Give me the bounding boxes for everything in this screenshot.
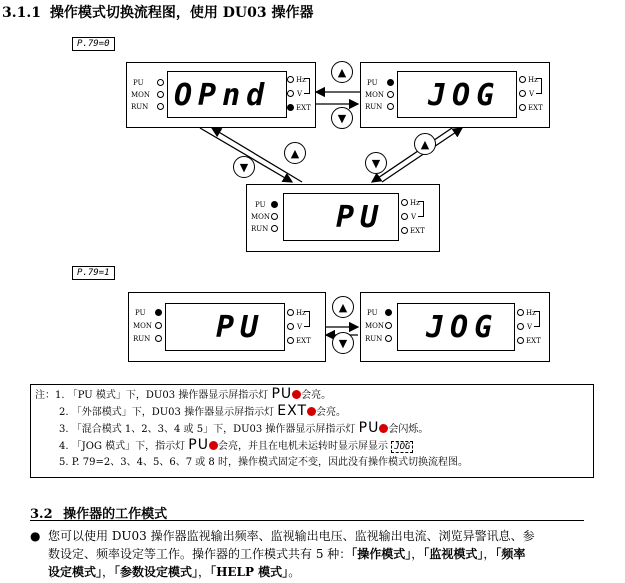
red-led-icon: [379, 424, 388, 433]
mode-term: 「参数设定模式」: [114, 565, 199, 579]
note-text: 会亮。: [316, 407, 347, 418]
run-led-label: RUN: [365, 103, 383, 111]
para-text: 数设定、频率设定等工作。操作器的工作模式共有 5 种：: [48, 547, 352, 561]
note-2: [59, 404, 346, 420]
para-text: ，: [198, 565, 211, 579]
red-led-icon: [292, 390, 301, 399]
run-led-label: RUN: [365, 335, 383, 343]
mon-led-label: MON: [365, 91, 385, 99]
note-3: [59, 421, 428, 437]
up-key-icon: ▲: [331, 61, 353, 83]
hz-label: Hz: [526, 309, 536, 317]
para-line-1: [30, 527, 610, 545]
ext-label: EXT: [296, 337, 311, 345]
ext-label: EXT: [526, 337, 541, 345]
hz-label: Hz: [296, 76, 306, 84]
para-text: 。: [288, 565, 301, 579]
up-key-icon: ▲: [332, 296, 354, 318]
notes-prefix: 注：: [35, 390, 55, 401]
section-title: 操作模式切换流程图，使用 DU03 操作器: [49, 5, 314, 21]
note-text: 「外部模式」下，DU03 操作器显示屏指示灯: [71, 407, 275, 418]
run-led-label: RUN: [131, 103, 149, 111]
note-1: [35, 387, 331, 403]
v-label: V: [297, 323, 303, 331]
note-number: 5.: [59, 457, 69, 468]
mode-term: 设定模式」: [48, 565, 103, 579]
down-key-icon: ▼: [233, 156, 255, 178]
para-text: ，: [483, 547, 496, 561]
section-title: 操作器的工作模式: [63, 507, 168, 522]
note-number: 1.: [55, 390, 65, 401]
mode-term: 「HELP 模式」: [210, 565, 289, 579]
down-key-icon: ▼: [331, 107, 353, 129]
note-text: 「JOG 模式」下，指示灯: [71, 441, 186, 452]
p79-1-tag: P.79=1: [72, 266, 115, 280]
note-text: P. 79=2、3、4、5、6、7 或 8 时，操作模式固定不变，因此没有操作模式切换流程图。: [71, 457, 468, 468]
v-label: V: [297, 90, 303, 98]
bullet-icon: ●: [30, 529, 41, 543]
note-number: 4.: [59, 441, 69, 452]
display-text: OPnd: [174, 78, 271, 113]
mode-term: 「监视模式」: [423, 547, 484, 561]
section-number: 3.2: [30, 507, 53, 522]
pu-led-label: PU: [367, 79, 378, 87]
pu-led-label: PU: [135, 309, 146, 317]
ext-label: EXT: [296, 104, 311, 112]
note-text: 会闪烁。: [388, 424, 429, 435]
display-text: PU: [216, 310, 265, 345]
pu-led-label: PU: [133, 79, 144, 87]
note-number: 3.: [59, 424, 69, 435]
run-led-label: RUN: [133, 335, 151, 343]
pu-indicator-icon: PU: [358, 420, 380, 436]
hz-label: Hz: [296, 309, 306, 317]
section-number: 3.1.1: [2, 5, 41, 21]
run-led-label: RUN: [251, 225, 269, 233]
v-label: V: [529, 90, 535, 98]
display-text: PU: [336, 200, 385, 235]
notes-box: [30, 384, 594, 478]
mon-led-label: MON: [365, 322, 385, 330]
ext-label: EXT: [528, 104, 543, 112]
pu-led-label: PU: [367, 309, 378, 317]
mon-led-label: MON: [133, 322, 153, 330]
jog-display-icon: JOG: [391, 441, 413, 453]
up-key-icon: ▲: [414, 133, 436, 155]
para-text: ，: [102, 565, 115, 579]
para-text: ，: [411, 547, 424, 561]
ext-label: EXT: [410, 227, 425, 235]
note-text: 会亮，并且在电机未运转时显示屏显示: [218, 441, 388, 452]
down-key-icon: ▼: [365, 152, 387, 174]
down-key-icon: ▼: [332, 332, 354, 354]
up-key-icon: ▲: [284, 142, 306, 164]
mode-term: 「操作模式」: [351, 547, 412, 561]
pu-indicator-icon: PU: [271, 386, 293, 402]
flow-arrows-2: [0, 300, 625, 370]
body-paragraph: [30, 527, 610, 581]
mon-led-label: MON: [131, 91, 151, 99]
pu-led-label: PU: [255, 201, 266, 209]
mode-term: 「频率: [495, 547, 526, 561]
display-text: JOG: [426, 310, 499, 345]
display-text: JOG: [428, 78, 501, 113]
mon-led-label: MON: [251, 213, 271, 221]
para-line-2: [30, 545, 610, 563]
note-text: 会亮。: [301, 390, 332, 401]
para-text: 您可以使用 DU03 操作器监视输出频率、监视输出电压、监视输出电流、浏览异警讯息、参: [48, 529, 535, 543]
p79-0-tag: P.79=0: [72, 37, 115, 51]
note-4: [59, 438, 413, 455]
note-5: [59, 455, 468, 470]
note-text: 「PU 模式」下，DU03 操作器显示屏指示灯: [67, 390, 269, 401]
v-label: V: [411, 213, 417, 221]
ext-indicator-icon: EXT: [277, 403, 308, 419]
para-line-3: [30, 563, 610, 581]
hz-label: Hz: [410, 199, 420, 207]
hz-label: Hz: [528, 76, 538, 84]
note-number: 2.: [59, 407, 69, 418]
v-label: V: [527, 323, 533, 331]
red-led-icon: [307, 407, 316, 416]
red-led-icon: [209, 441, 218, 450]
pu-indicator-icon: PU: [188, 437, 209, 453]
section-divider: [30, 520, 584, 521]
note-text: 「混合模式 1、2、3、4 或 5」下，DU03 操作器显示屏指示灯: [71, 424, 356, 435]
